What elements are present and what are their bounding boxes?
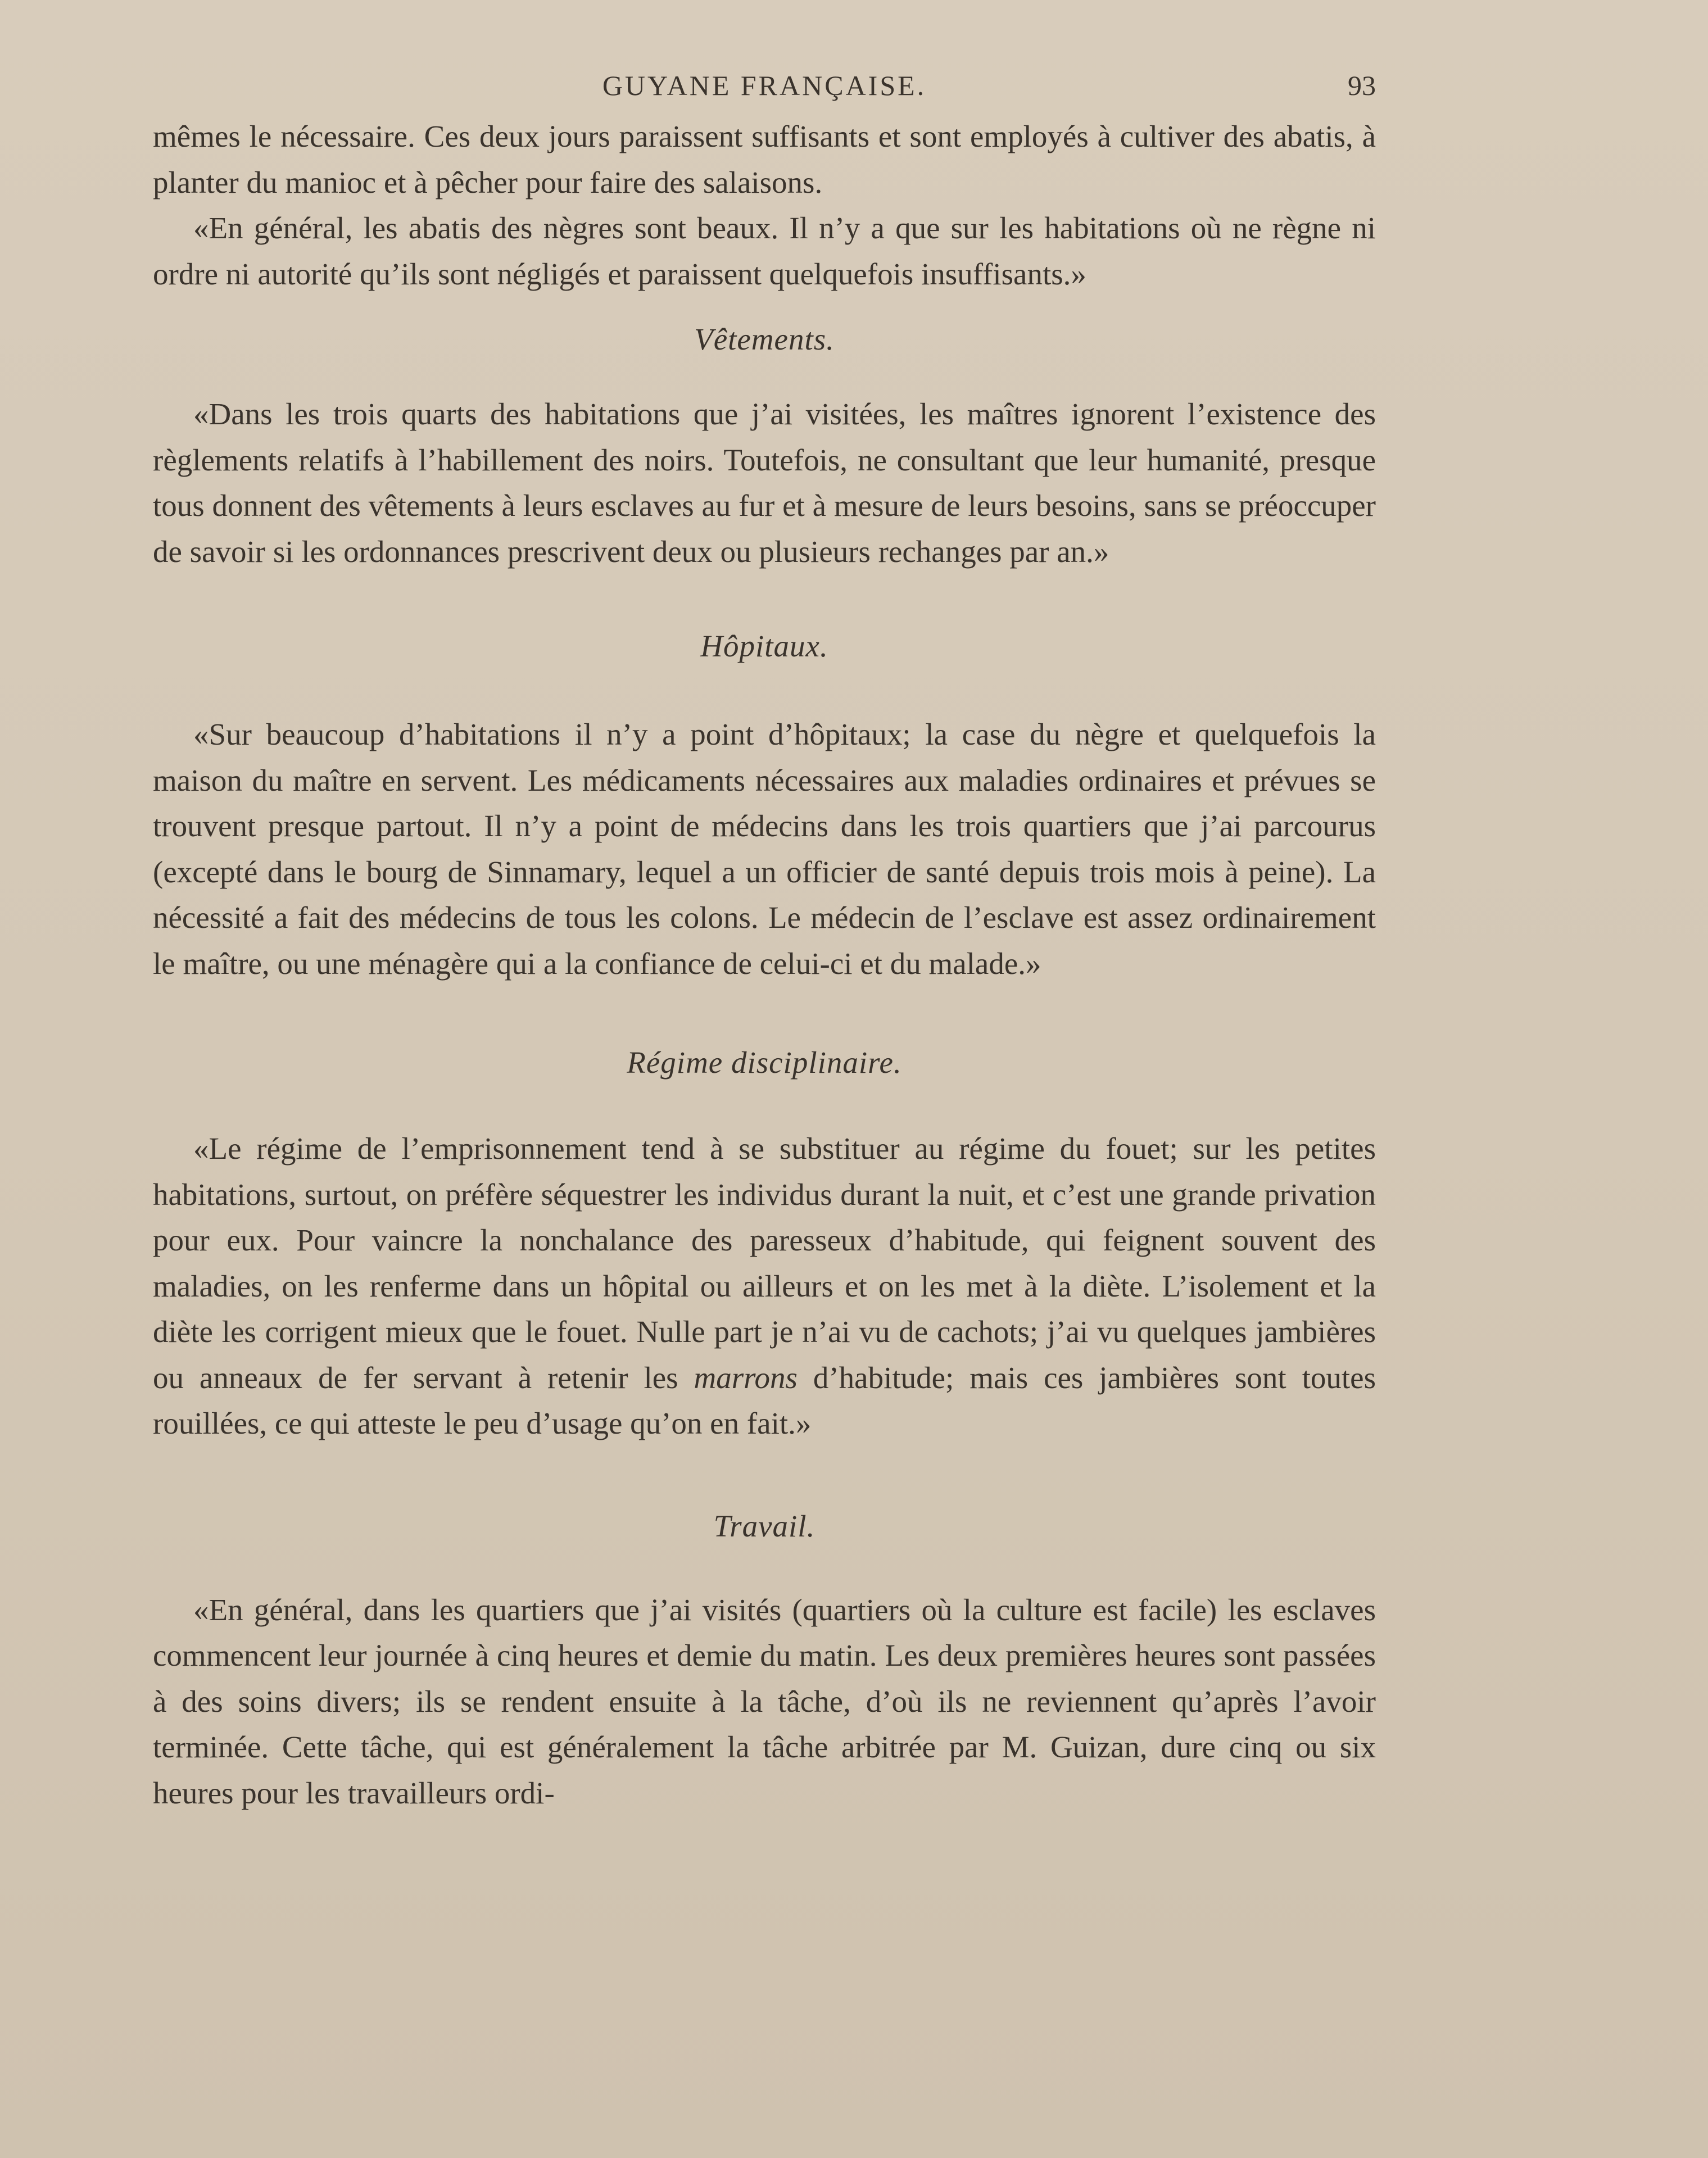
paragraph-regime-text-2: d’habitude; mais ces jambières sont toutes rouillées, ce qui atteste le peu d’usage qu’on en fait.»: [153, 1360, 1376, 1440]
paragraph-continuation: mêmes le nécessaire. Ces deux jours paraissent suffisants et sont employés à cultiver des abatis, à planter du manioc et à pêcher pour faire des salaisons.: [153, 119, 1376, 200]
paragraph-vetements: «Dans les trois quarts des habitations que j’ai visitées, les maîtres ignorent l’existence des règlements relatifs à l’habillement des noirs. Toutefois, ne consultant que leur humanité, presque tous donnent des vêtements à leurs esclaves au fur et à mesure de leurs besoins, sans se préoccuper de savoir si les ordonnances prescrivent deux ou plusieurs rechanges par an.»: [153, 397, 1376, 569]
running-head-title: GUYANE FRANÇAISE.: [602, 70, 927, 101]
italic-word-marrons: marrons: [694, 1360, 798, 1395]
body-text: [153, 114, 1376, 1816]
section-heading-regime: Régime disciplinaire.: [627, 1045, 902, 1080]
section-heading-vetements: Vêtements.: [694, 322, 835, 356]
paragraph-abatis: «En général, les abatis des nègres sont beaux. Il n’y a que sur les habitations où ne règne ni ordre ni autorité qu’ils sont négligés et paraissent quelquefois insuffisants.»: [153, 211, 1376, 291]
paragraph-regime-text-1: «Le régime de l’emprisonnement tend à se substituer au régime du fouet; sur les petites habitations, surtout, on préfère séquestrer les individus durant la nuit, et c’est une grande privation pour eux. Pour vaincre la nonchalance des paresseux d’habitude, qui feignent souvent des maladies, on les renferme dans un hôpital ou ailleurs et on les met à la diète. L’isolement et la diète les corrigent mieux que le fouet. Nulle part je n’ai vu de cachots; j’ai vu quelques jambières ou anneaux de fer servant à retenir les: [153, 1131, 1376, 1395]
section-heading-travail: Travail.: [713, 1508, 816, 1543]
paragraph-regime: [153, 1126, 1376, 1447]
section-heading-hopitaux: Hôpitaux.: [700, 629, 828, 663]
running-head: [153, 63, 1376, 108]
page-number: 93: [1348, 70, 1376, 101]
paragraph-travail: «En général, dans les quartiers que j’ai visités (quartiers où la culture est facile) les esclaves commencent leur journée à cinq heures et demie du matin. Les deux premières heures sont passées à des soins divers; ils se rendent ensuite à la tâche, d’où ils ne reviennent qu’après l’avoir terminée. Cette tâche, qui est généralement la tâche arbitrée par M. Guizan, dure cinq ou six heures pour les travailleurs ordi-: [153, 1592, 1376, 1810]
paragraph-hopitaux: «Sur beaucoup d’habitations il n’y a point d’hôpitaux; la case du nègre et quelquefois la maison du maître en servent. Les médicaments nécessaires aux maladies ordinaires et prévues se trouvent presque partout. Il n’y a point de médecins dans les trois quartiers que j’ai parcourus (excepté dans le bourg de Sinnamary, lequel a un officier de santé depuis trois mois à peine). La nécessité a fait des médecins de tous les colons. Le médecin de l’esclave est assez ordinairement le maître, ou une ménagère qui a la confiance de celui-ci et du malade.»: [153, 717, 1376, 981]
